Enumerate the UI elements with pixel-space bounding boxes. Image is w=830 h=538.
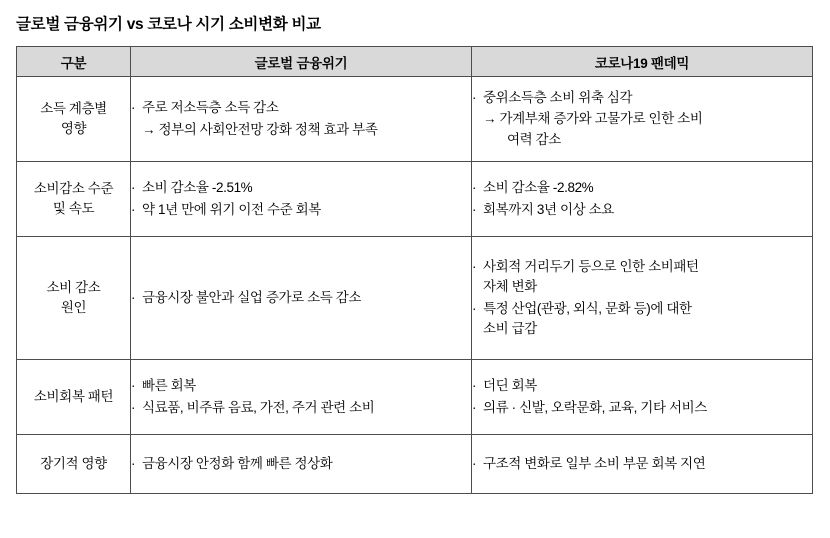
cell-covid-income-impact <box>472 77 813 162</box>
list-item <box>472 299 812 340</box>
list-item-text: 금융시장 안정화 함께 빠른 정상화 <box>142 455 333 471</box>
row-header-line1: 소비감소 수준 <box>33 181 114 197</box>
row-header-line2: 및 속도 <box>52 201 95 216</box>
bullet-list <box>131 376 471 418</box>
row-header-income-impact <box>17 77 131 162</box>
table-row <box>17 435 813 494</box>
column-header-category: 구분 <box>17 47 131 77</box>
bullet-dot: · <box>472 378 477 394</box>
bullet-list <box>472 257 812 339</box>
bullet-dot: · <box>472 399 477 415</box>
list-item <box>131 398 471 418</box>
bullet-dot: · <box>472 201 477 217</box>
bullet-dot: · <box>131 180 136 196</box>
comparison-table <box>16 46 813 494</box>
list-item-text: 의류 · 신발, 오락문화, 교육, 기타 서비스 <box>483 399 707 415</box>
row-header-line2: 영향 <box>60 121 87 136</box>
bullet-list <box>472 454 812 474</box>
list-item <box>131 178 471 198</box>
list-item-text: 빠른 회복 <box>142 378 196 394</box>
list-item-subtext: 자체 변화 <box>483 279 537 295</box>
list-item <box>472 454 812 474</box>
list-item <box>472 200 812 220</box>
bullet-dot: · <box>472 455 477 471</box>
bullet-list <box>131 98 471 140</box>
row-header-recovery-pattern <box>17 360 131 435</box>
bullet-dot: · <box>131 289 136 305</box>
list-item <box>131 120 471 140</box>
list-item <box>131 454 471 474</box>
list-item-text: 식료품, 비주류 음료, 가전, 주거 관련 소비 <box>142 399 375 415</box>
list-item-text: 더딘 회복 <box>483 378 537 394</box>
table-header-row <box>17 47 813 77</box>
page-title: 글로벌 금융위기 vs 코로나 시기 소비변화 비교 <box>16 16 321 33</box>
list-item-subtext: 여력 감소 <box>507 131 561 147</box>
list-item-text: 사회적 거리두기 등으로 인한 소비패턴 <box>483 259 699 274</box>
bullet-dot: · <box>472 259 477 274</box>
cell-crisis-long-term <box>131 435 472 494</box>
list-item <box>131 288 471 308</box>
bullet-list <box>472 88 812 150</box>
table-row <box>17 237 813 360</box>
bullet-dot: · <box>472 300 477 316</box>
row-header-long-term-impact <box>17 435 131 494</box>
bullet-dot: · <box>131 455 136 471</box>
list-item <box>472 178 812 198</box>
list-item-text: 약 1년 만에 위기 이전 수준 회복 <box>142 201 321 217</box>
bullet-dot: · <box>131 100 136 116</box>
row-header-line1: 소비회복 패턴 <box>33 389 114 405</box>
table-row <box>17 77 813 162</box>
list-item-text: 중위소득층 소비 위축 심각 <box>483 90 633 106</box>
row-header-line1: 소비 감소 <box>46 280 101 296</box>
bullet-list <box>131 288 471 308</box>
bullet-list <box>131 178 471 220</box>
row-header-line1: 장기적 영향 <box>40 456 107 472</box>
list-item-subtext: 소비 급감 <box>483 320 537 336</box>
list-item-text: 특정 산업(관광, 외식, 문화 등)에 대한 <box>483 300 692 316</box>
cell-covid-cause <box>472 237 813 360</box>
table-row <box>17 360 813 435</box>
list-item <box>131 376 471 396</box>
list-item <box>472 376 812 396</box>
bullet-dot: · <box>131 201 136 217</box>
list-item <box>472 88 812 108</box>
list-item <box>472 257 812 298</box>
cell-crisis-cause <box>131 237 472 360</box>
table-row <box>17 162 813 237</box>
row-header-decline-cause <box>17 237 131 360</box>
cell-crisis-recovery <box>131 360 472 435</box>
bullet-dot: · <box>131 399 136 415</box>
column-header-financial-crisis: 글로벌 금융위기 <box>131 47 472 77</box>
bullet-list <box>131 454 471 474</box>
list-item-text: → 가계부채 증가와 고물가로 인한 소비 <box>483 111 703 127</box>
cell-crisis-income-impact <box>131 77 472 162</box>
list-item-text: 금융시장 불안과 실업 증가로 소득 감소 <box>142 289 362 305</box>
list-item <box>472 109 812 150</box>
bullet-dot: · <box>472 90 477 106</box>
list-item <box>472 398 812 418</box>
cell-covid-decline <box>472 162 813 237</box>
row-header-decline-level-speed <box>17 162 131 237</box>
row-header-line2: 원인 <box>60 300 87 315</box>
list-item-text: 주로 저소득층 소득 감소 <box>142 100 279 116</box>
list-item-text: 회복까지 3년 이상 소요 <box>483 201 614 217</box>
list-item-text: → 정부의 사회안전망 강화 정책 효과 부족 <box>142 121 378 137</box>
list-item <box>131 98 471 118</box>
list-item-text: 소비 감소율 -2.82% <box>483 180 594 196</box>
cell-covid-long-term <box>472 435 813 494</box>
cell-crisis-decline <box>131 162 472 237</box>
bullet-dot: · <box>131 378 136 394</box>
bullet-dot: · <box>472 180 477 196</box>
cell-covid-recovery <box>472 360 813 435</box>
row-header-line1: 소득 계층별 <box>40 101 107 117</box>
bullet-list <box>472 376 812 418</box>
list-item <box>131 200 471 220</box>
list-item-text: 구조적 변화로 일부 소비 부문 회복 지연 <box>483 455 706 471</box>
column-header-covid-pandemic: 코로나19 팬데믹 <box>472 47 813 77</box>
bullet-list <box>472 178 812 220</box>
list-item-text: 소비 감소율 -2.51% <box>142 180 253 196</box>
